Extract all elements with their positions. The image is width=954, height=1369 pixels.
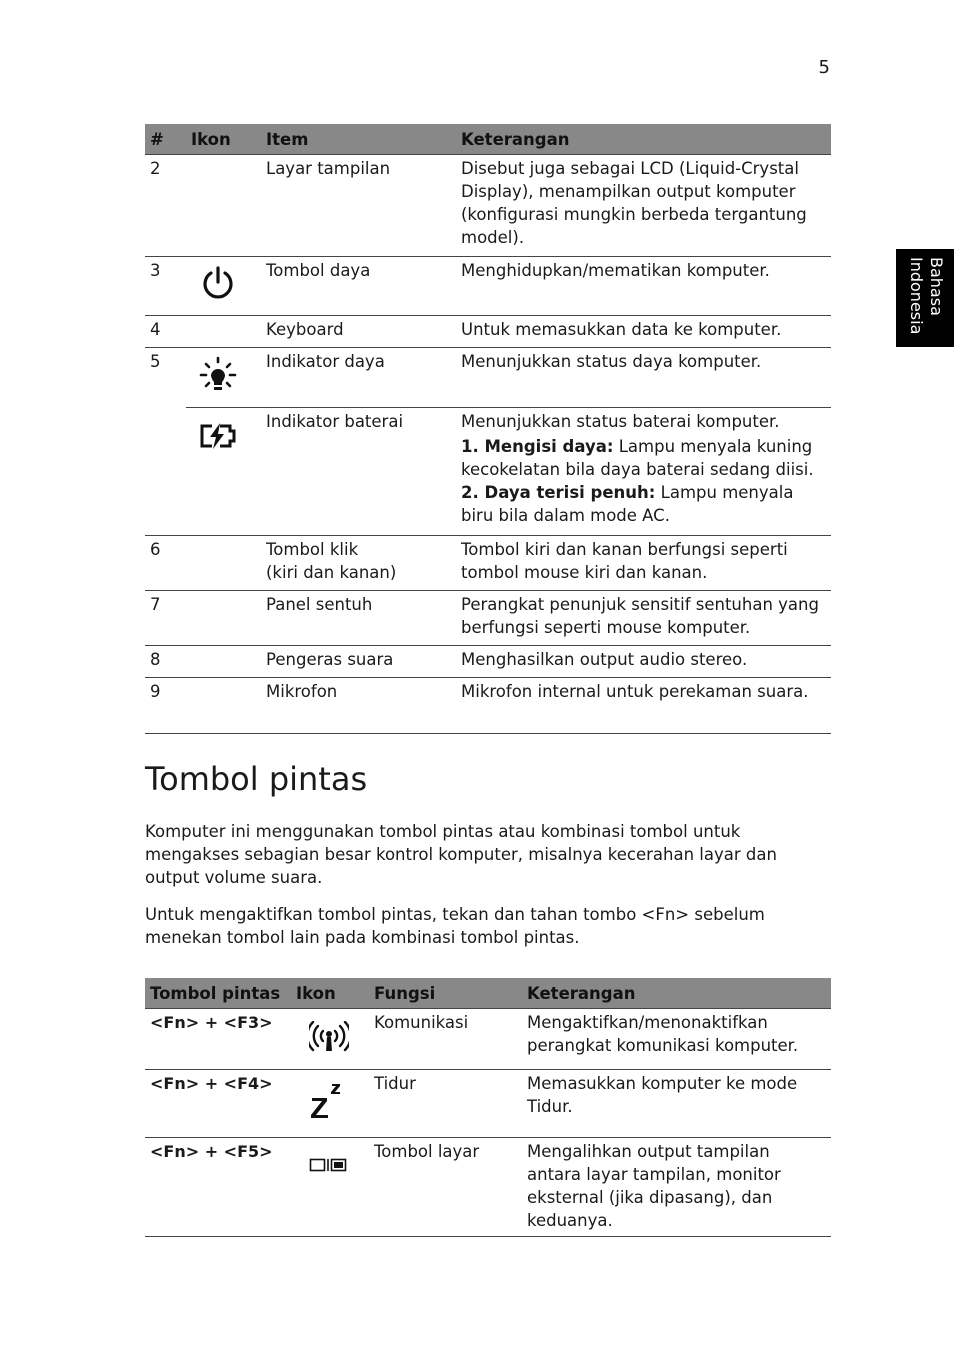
row-desc: Untuk memasukkan data ke komputer. — [456, 316, 831, 348]
row-icon — [186, 646, 261, 678]
battery-indicator-icon — [198, 422, 238, 450]
row-item-sub: (kiri dan kanan) — [266, 563, 397, 582]
full-text: Lampu menyala biru bila dalam mode AC. — [461, 483, 794, 525]
header-icon: Ikon — [186, 124, 261, 155]
table-row — [145, 316, 831, 348]
table-row — [145, 536, 831, 591]
row-desc-cell — [456, 408, 831, 536]
header-desc: Keterangan — [522, 978, 831, 1009]
row-num: 3 — [145, 257, 186, 316]
row-item: Keyboard — [261, 316, 456, 348]
row-num: 5 — [150, 352, 161, 371]
hotkey: <Fn> + <F4> — [145, 1070, 291, 1138]
header-icon: Ikon — [291, 978, 369, 1009]
row-item-cell — [261, 536, 456, 591]
row-num: 7 — [145, 591, 186, 646]
row-item: Panel sentuh — [261, 591, 456, 646]
function-desc: Mengaktifkan/menonaktifkan perangkat komunikasi komputer. — [522, 1009, 831, 1070]
table-row — [145, 1138, 831, 1237]
row-item: Layar tampilan — [261, 155, 456, 257]
row-num: 8 — [145, 646, 186, 678]
intro-paragraph: Komputer ini menggunakan tombol pintas atau kombinasi tombol untuk mengakses sebagian besar kontrol komputer, misalnya kecerahan layar dan output volume suara. — [145, 822, 777, 887]
table-row — [145, 591, 831, 646]
row-icon — [186, 316, 261, 348]
full-label: 2. Daya terisi penuh: — [461, 483, 656, 502]
function-desc: Mengalihkan output tampilan antara layar tampilan, monitor eksternal (jika dipasang), dan keduanya. — [522, 1138, 831, 1237]
charging-label: 1. Mengisi daya: — [461, 437, 614, 456]
row-desc: Mikrofon internal untuk perekaman suara. — [456, 678, 831, 734]
row-desc: Menghidupkan/mematikan komputer. — [456, 257, 831, 316]
row-desc: Menunjukkan status daya komputer. — [456, 348, 831, 408]
row-icon — [186, 678, 261, 734]
row-item: Tombol klik — [266, 540, 359, 559]
header-desc: Keterangan — [456, 124, 831, 155]
header-hotkey: Tombol pintas — [145, 978, 291, 1009]
page-number: 5 — [818, 57, 830, 78]
hotkeys-table — [145, 978, 831, 1237]
function-name: Komunikasi — [369, 1009, 522, 1070]
table-row — [145, 646, 831, 678]
row-num: 2 — [145, 155, 186, 257]
components-table — [145, 124, 831, 734]
table-row — [145, 678, 831, 734]
language-tab-label: Bahasa Indonesia — [907, 257, 946, 335]
instruction-paragraph: Untuk mengaktifkan tombol pintas, tekan dan tahan tombo <Fn> sebelum menekan tombol lain pada kombinasi tombol pintas. — [145, 905, 765, 947]
function-name: Tidur — [369, 1070, 522, 1138]
charging-note — [461, 435, 827, 481]
table-header — [145, 124, 831, 155]
header-item: Item — [261, 124, 456, 155]
display-toggle-icon — [309, 1158, 349, 1172]
row-desc: Menunjukkan status baterai komputer. — [461, 412, 780, 431]
table-row — [145, 155, 831, 257]
row-num: 9 — [145, 678, 186, 734]
row-icon — [186, 591, 261, 646]
row-num — [145, 408, 186, 536]
table-row — [145, 348, 831, 408]
row-icon — [186, 155, 261, 257]
full-note — [461, 481, 827, 527]
language-tab — [896, 249, 954, 347]
row-desc: Disebut juga sebagai LCD (Liquid-Crystal Display), menampilkan output komputer (konfigurasi mungkin berbeda tergantung model). — [456, 155, 831, 257]
header-num: # — [145, 124, 186, 155]
header-function: Fungsi — [369, 978, 522, 1009]
row-item: Indikator daya — [261, 348, 456, 408]
sleep-icon — [309, 1082, 349, 1122]
table-row — [145, 1070, 831, 1138]
hotkey: <Fn> + <F3> — [145, 1009, 291, 1070]
row-icon — [186, 536, 261, 591]
function-desc: Memasukkan komputer ke mode Tidur. — [522, 1070, 831, 1138]
row-desc: Menghasilkan output audio stereo. — [456, 646, 831, 678]
table-row — [145, 408, 831, 536]
row-num: 6 — [145, 536, 186, 591]
section-title: Tombol pintas — [145, 760, 368, 798]
table-row — [145, 1009, 831, 1070]
row-desc: Perangkat penunjuk sensitif sentuhan yang berfungsi seperti mouse komputer. — [456, 591, 831, 646]
table-header — [145, 978, 831, 1009]
row-item: Pengeras suara — [261, 646, 456, 678]
charging-text: Lampu menyala kuning kecokelatan bila daya baterai sedang diisi. — [461, 437, 814, 479]
power-indicator-icon — [198, 356, 238, 396]
row-item: Mikrofon — [261, 678, 456, 734]
function-name: Tombol layar — [369, 1138, 522, 1237]
wireless-icon — [309, 1021, 349, 1053]
row-item: Tombol daya — [261, 257, 456, 316]
table-row — [145, 257, 831, 316]
power-icon — [200, 265, 236, 301]
row-desc: Tombol kiri dan kanan berfungsi seperti tombol mouse kiri dan kanan. — [456, 536, 831, 591]
hotkey: <Fn> + <F5> — [145, 1138, 291, 1237]
row-item: Indikator baterai — [261, 408, 456, 536]
row-num: 4 — [145, 316, 186, 348]
